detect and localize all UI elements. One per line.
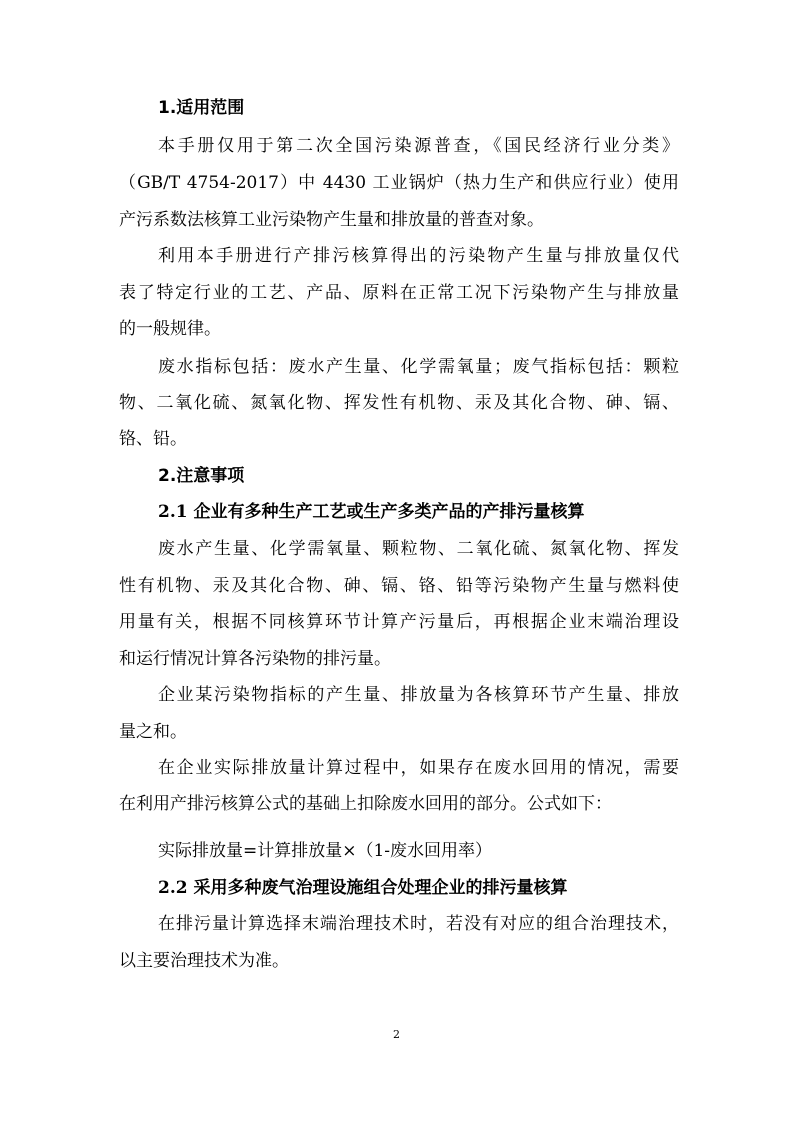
section-2-1-heading: 2.1 企业有多种生产工艺或生产多类产品的产排污量核算 [158,502,585,522]
s22-p1-line-2: 以主要治理技术为准。 [119,951,289,971]
s21-p2-line-1: 企业某污染物指标的产生量、排放量为各核算环节产生量、排放 [158,685,679,705]
s1-p2-line-2: 表了特定行业的工艺、产品、原料在正常工况下污染物产生与排放量 [119,283,679,303]
s21-p1-line-3: 用量有关，根据不同核算环节计算产污量后，再根据企业末端治理设 [119,612,679,632]
s21-p3-line-2: 在利用产排污核算公式的基础上扣除废水回用的部分。公式如下： [119,794,612,814]
s1-p3-line-2: 物、二氧化硫、氮氧化物、挥发性有机物、汞及其化合物、砷、镉、 [119,393,679,413]
s1-p1-line-1: 本手册仅用于第二次全国污染源普查，《国民经济行业分类》 [158,136,679,156]
s21-p1-line-1: 废水产生量、化学需氧量、颗粒物、二氧化硫、氮氧化物、挥发 [158,539,679,559]
section-1-heading: 1.适用范围 [158,98,245,118]
section-2-2-heading: 2.2 采用多种废气治理设施组合处理企业的排污量核算 [158,878,568,898]
page-number: 2 [393,1028,400,1041]
formula: 实际排放量=计算排放量×（1-废水回用率） [158,841,493,861]
s1-p1-line-2: （GB/T 4754-2017）中 4430 工业锅炉（热力生产和供应行业）使用 [119,173,679,193]
s21-p3-line-1: 在企业实际排放量计算过程中，如果存在废水回用的情况，需要 [158,758,679,778]
s21-p1-line-4: 和运行情况计算各污染物的排污量。 [119,649,391,669]
s1-p2-line-1: 利用本手册进行产排污核算得出的污染物产生量与排放量仅代 [158,246,679,266]
s22-p1-line-1: 在排污量计算选择末端治理技术时，若没有对应的组合治理技术， [158,914,679,934]
s1-p1-line-3: 产污系数法核算工业污染物产生量和排放量的普查对象。 [119,210,544,230]
section-2-heading: 2.注意事项 [158,466,245,486]
s1-p3-line-3: 铬、铅。 [119,429,187,449]
s21-p2-line-2: 量之和。 [119,722,187,742]
s1-p2-line-3: 的一般规律。 [119,319,221,339]
s21-p1-line-2: 性有机物、汞及其化合物、砷、镉、铬、铅等污染物产生量与燃料使 [119,576,679,596]
s1-p3-line-1: 废水指标包括：废水产生量、化学需氧量；废气指标包括：颗粒 [158,357,679,377]
